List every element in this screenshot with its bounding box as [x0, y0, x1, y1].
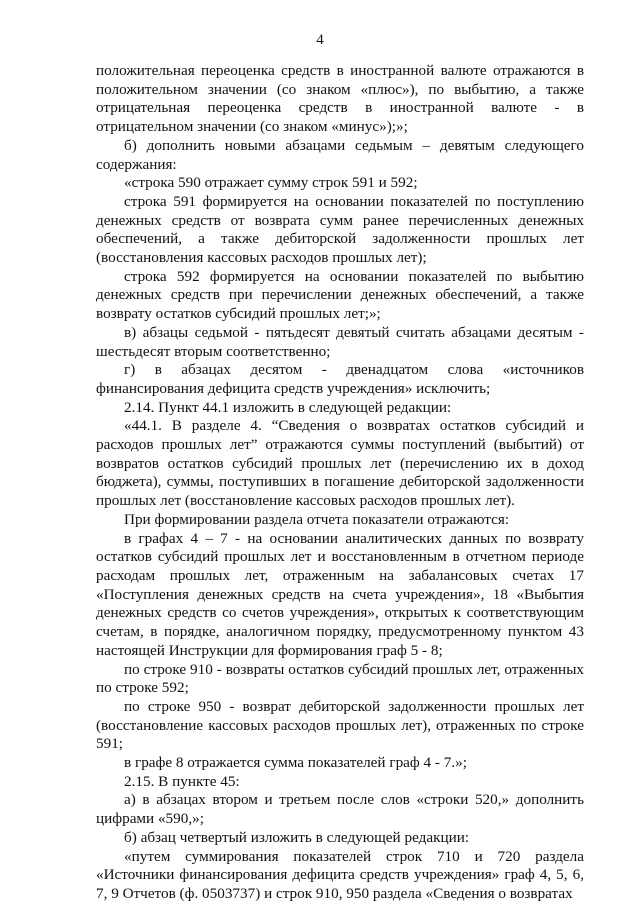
- paragraph: б) абзац четвертый изложить в следующей редакции:: [124, 828, 470, 846]
- paragraph: по строке 950 - возврат дебиторской задолженности прошлых лет (восстановление кассовых расходов прошлых лет), отраженных по строке 591;: [96, 697, 584, 753]
- paragraph: «строка 590 отражает сумму строк 591 и 592;: [124, 174, 418, 192]
- paragraph: в графах 4 – 7 - на основании аналитических данных по возврату остатков субсидий прошлых лет и восстановленным в отчетном периоде расходам прошлых лет, отраженным на забалансовых счетах 17 «Поступления денежных средств на счета учреждения», 18 «Выбытия денежных средств со счетов учреждения», открытых к соответствующим счетам, в порядке, аналогичном порядку, предусмотренному пунктом 43 настоящей Инструкции для формирования граф 5 - 8;: [96, 529, 584, 659]
- paragraph: строка 592 формируется на основании показателей по выбытию денежных средств при перечислении денежных обеспечений, а также возврату остатков субсидий прошлых лет;»;: [96, 267, 584, 323]
- paragraph: строка 591 формируется на основании показателей по поступлению денежных средств от возврата сумм ранее перечисленных денежных обеспечений, а также дебиторской задолженности прошлых лет (восстановления кассовых расходов прошлых лет);: [96, 192, 584, 267]
- paragraph: в) абзацы седьмой - пятьдесят девятый считать абзацами десятым - шестьдесят вторым соответственно;: [96, 323, 584, 360]
- body-text: [96, 62, 584, 904]
- paragraph: по строке 910 - возвраты остатков субсидий прошлых лет, отраженных по строке 592;: [96, 660, 584, 697]
- paragraph: «путем суммирования показателей строк 710 и 720 раздела «Источники финансирования дефицита средств учреждения» граф 4, 5, 6, 7, 9 Отчетов (ф. 0503737) и строк 910, 950 раздела «Сведения о возвратах: [96, 847, 584, 902]
- paragraph: «44.1. В разделе 4. “Сведения о возвратах остатков субсидий и расходов прошлых лет” отражаются суммы поступлений (выбытий) от возвратов остатков субсидий прошлых лет (перечислению их в доход бюджета), суммы, поступивших в погашение дебиторской задолженности прошлых лет (восстановление кассовых расходов прошлых лет).: [96, 417, 584, 510]
- paragraph: а) в абзацах втором и третьем после слов «строки 520,» дополнить цифрами «590,»;: [96, 791, 584, 828]
- paragraph: в графе 8 отражается сумма показателей граф 4 - 7.»;: [124, 754, 467, 772]
- paragraph: 2.15. В пункте 45:: [124, 772, 240, 790]
- paragraph: положительная переоценка средств в иностранной валюте отражаются в положительном значении (со знаком «плюс»), по выбытию, а также отрицательная переоценка средств в иностранной валюте - в отрицательном значении (со знаком «минус»);»;: [96, 62, 584, 136]
- paragraph: 2.14. Пункт 44.1 изложить в следующей редакции:: [124, 398, 452, 416]
- paragraph: г) в абзацах десятом - двенадцатом слова «источников финансирования дефицита средств учреждения» исключить;: [96, 361, 584, 397]
- page-number: 4: [316, 32, 324, 48]
- paragraph: При формировании раздела отчета показатели отражаются:: [124, 510, 510, 528]
- paragraph: б) дополнить новыми абзацами седьмым – девятым следующего содержания:: [96, 136, 584, 173]
